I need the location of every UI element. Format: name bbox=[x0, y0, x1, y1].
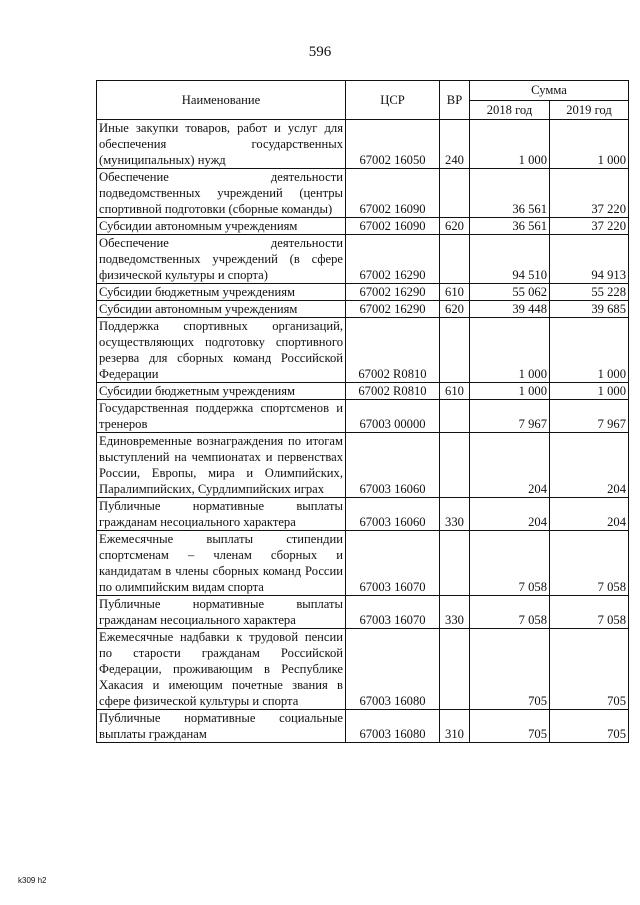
table-row bbox=[97, 169, 629, 218]
row-sum-2018-cell: 705 bbox=[470, 629, 550, 710]
table-row bbox=[97, 301, 629, 318]
row-sum-2018-cell: 204 bbox=[470, 498, 550, 531]
row-csr-cell: 67002 16050 bbox=[346, 120, 440, 169]
row-sum-2019-cell: 1 000 bbox=[550, 383, 629, 400]
row-sum-2019-cell: 204 bbox=[550, 433, 629, 498]
row-sum-2018-cell: 204 bbox=[470, 433, 550, 498]
header-name: Наименование bbox=[97, 81, 346, 120]
row-name-cell: Поддержка спортивных организаций, осуществляющих подготовку спортивного резерва для сборных команд Российской Федерации bbox=[97, 318, 346, 383]
header-year-2018: 2018 год bbox=[470, 100, 550, 120]
row-vr-cell: 610 bbox=[440, 284, 470, 301]
row-csr-cell: 67003 00000 bbox=[346, 400, 440, 433]
row-vr-cell bbox=[440, 531, 470, 596]
row-sum-2019-cell: 7 058 bbox=[550, 596, 629, 629]
row-vr-cell bbox=[440, 169, 470, 218]
row-sum-2019-cell: 204 bbox=[550, 498, 629, 531]
row-sum-2018-cell: 36 561 bbox=[470, 218, 550, 235]
row-sum-2018-cell: 39 448 bbox=[470, 301, 550, 318]
table-row bbox=[97, 235, 629, 284]
row-name-cell: Ежемесячные надбавки к трудовой пенсии по старости гражданам Российской Федерации, проживающим в Республике Хакасия и имеющим почетные звания в сфере физической культуры и спорта bbox=[97, 629, 346, 710]
budget-table bbox=[96, 80, 629, 743]
row-csr-cell: 67003 16070 bbox=[346, 531, 440, 596]
row-sum-2018-cell: 7 058 bbox=[470, 531, 550, 596]
row-csr-cell: 67002 16090 bbox=[346, 169, 440, 218]
table-row bbox=[97, 383, 629, 400]
header-sum: Сумма bbox=[470, 81, 629, 101]
table-row bbox=[97, 284, 629, 301]
row-sum-2019-cell: 7 967 bbox=[550, 400, 629, 433]
row-vr-cell: 330 bbox=[440, 498, 470, 531]
header-csr: ЦСР bbox=[346, 81, 440, 120]
row-vr-cell: 310 bbox=[440, 710, 470, 743]
row-vr-cell: 620 bbox=[440, 218, 470, 235]
row-sum-2018-cell: 1 000 bbox=[470, 318, 550, 383]
row-vr-cell: 330 bbox=[440, 596, 470, 629]
row-sum-2019-cell: 39 685 bbox=[550, 301, 629, 318]
table-row bbox=[97, 400, 629, 433]
table-row bbox=[97, 120, 629, 169]
table-row bbox=[97, 498, 629, 531]
row-name-cell: Обеспечение деятельности подведомственных учреждений (центры спортивной подготовки (сборные команды) bbox=[97, 169, 346, 218]
row-sum-2018-cell: 1 000 bbox=[470, 120, 550, 169]
row-csr-cell: 67002 R0810 bbox=[346, 383, 440, 400]
row-vr-cell: 240 bbox=[440, 120, 470, 169]
row-csr-cell: 67003 16080 bbox=[346, 710, 440, 743]
row-name-cell: Обеспечение деятельности подведомственных учреждений (в сфере физической культуры и спорта) bbox=[97, 235, 346, 284]
row-csr-cell: 67002 16290 bbox=[346, 235, 440, 284]
table-body bbox=[97, 120, 629, 743]
table-row bbox=[97, 433, 629, 498]
row-sum-2019-cell: 94 913 bbox=[550, 235, 629, 284]
row-vr-cell: 610 bbox=[440, 383, 470, 400]
row-sum-2018-cell: 55 062 bbox=[470, 284, 550, 301]
row-sum-2019-cell: 55 228 bbox=[550, 284, 629, 301]
row-csr-cell: 67003 16070 bbox=[346, 596, 440, 629]
row-name-cell: Субсидии бюджетным учреждениям bbox=[97, 284, 346, 301]
row-name-cell: Субсидии бюджетным учреждениям bbox=[97, 383, 346, 400]
row-name-cell: Публичные нормативные выплаты гражданам несоциального характера bbox=[97, 498, 346, 531]
row-csr-cell: 67003 16060 bbox=[346, 433, 440, 498]
page-number: 596 bbox=[308, 44, 332, 60]
row-sum-2019-cell: 705 bbox=[550, 710, 629, 743]
row-sum-2018-cell: 705 bbox=[470, 710, 550, 743]
row-sum-2019-cell: 7 058 bbox=[550, 531, 629, 596]
row-name-cell: Субсидии автономным учреждениям bbox=[97, 218, 346, 235]
row-sum-2019-cell: 1 000 bbox=[550, 120, 629, 169]
table-row bbox=[97, 629, 629, 710]
row-vr-cell bbox=[440, 235, 470, 284]
row-csr-cell: 67003 16060 bbox=[346, 498, 440, 531]
row-sum-2018-cell: 7 058 bbox=[470, 596, 550, 629]
header-year-2019: 2019 год bbox=[550, 100, 629, 120]
row-sum-2018-cell: 36 561 bbox=[470, 169, 550, 218]
row-name-cell: Ежемесячные выплаты стипендии спортсменам – членам сборных и кандидатам в члены сборных команд России по олимпийским видам спорта bbox=[97, 531, 346, 596]
row-sum-2019-cell: 705 bbox=[550, 629, 629, 710]
row-sum-2019-cell: 37 220 bbox=[550, 218, 629, 235]
row-vr-cell bbox=[440, 400, 470, 433]
row-name-cell: Государственная поддержка спортсменов и тренеров bbox=[97, 400, 346, 433]
row-vr-cell bbox=[440, 433, 470, 498]
row-vr-cell bbox=[440, 318, 470, 383]
row-sum-2019-cell: 37 220 bbox=[550, 169, 629, 218]
row-vr-cell: 620 bbox=[440, 301, 470, 318]
table-row bbox=[97, 531, 629, 596]
row-sum-2018-cell: 1 000 bbox=[470, 383, 550, 400]
row-csr-cell: 67002 R0810 bbox=[346, 318, 440, 383]
header-vr: ВР bbox=[440, 81, 470, 120]
row-name-cell: Единовременные вознаграждения по итогам выступлений на чемпионатах и первенствах России, Европы, мира и Олимпийских, Паралимпийских, Сурдлимпийских играх bbox=[97, 433, 346, 498]
row-csr-cell: 67002 16290 bbox=[346, 301, 440, 318]
table-row bbox=[97, 318, 629, 383]
row-name-cell: Публичные нормативные выплаты гражданам несоциального характера bbox=[97, 596, 346, 629]
footer-code: k309 h2 bbox=[18, 876, 47, 885]
row-name-cell: Иные закупки товаров, работ и услуг для обеспечения государственных (муниципальных) нужд bbox=[97, 120, 346, 169]
row-csr-cell: 67002 16090 bbox=[346, 218, 440, 235]
row-name-cell: Субсидии автономным учреждениям bbox=[97, 301, 346, 318]
row-sum-2018-cell: 94 510 bbox=[470, 235, 550, 284]
row-sum-2018-cell: 7 967 bbox=[470, 400, 550, 433]
row-sum-2019-cell: 1 000 bbox=[550, 318, 629, 383]
row-vr-cell bbox=[440, 629, 470, 710]
row-csr-cell: 67002 16290 bbox=[346, 284, 440, 301]
table-row bbox=[97, 218, 629, 235]
table-row bbox=[97, 596, 629, 629]
table-row bbox=[97, 710, 629, 743]
row-csr-cell: 67003 16080 bbox=[346, 629, 440, 710]
row-name-cell: Публичные нормативные социальные выплаты гражданам bbox=[97, 710, 346, 743]
table-header bbox=[97, 81, 629, 120]
